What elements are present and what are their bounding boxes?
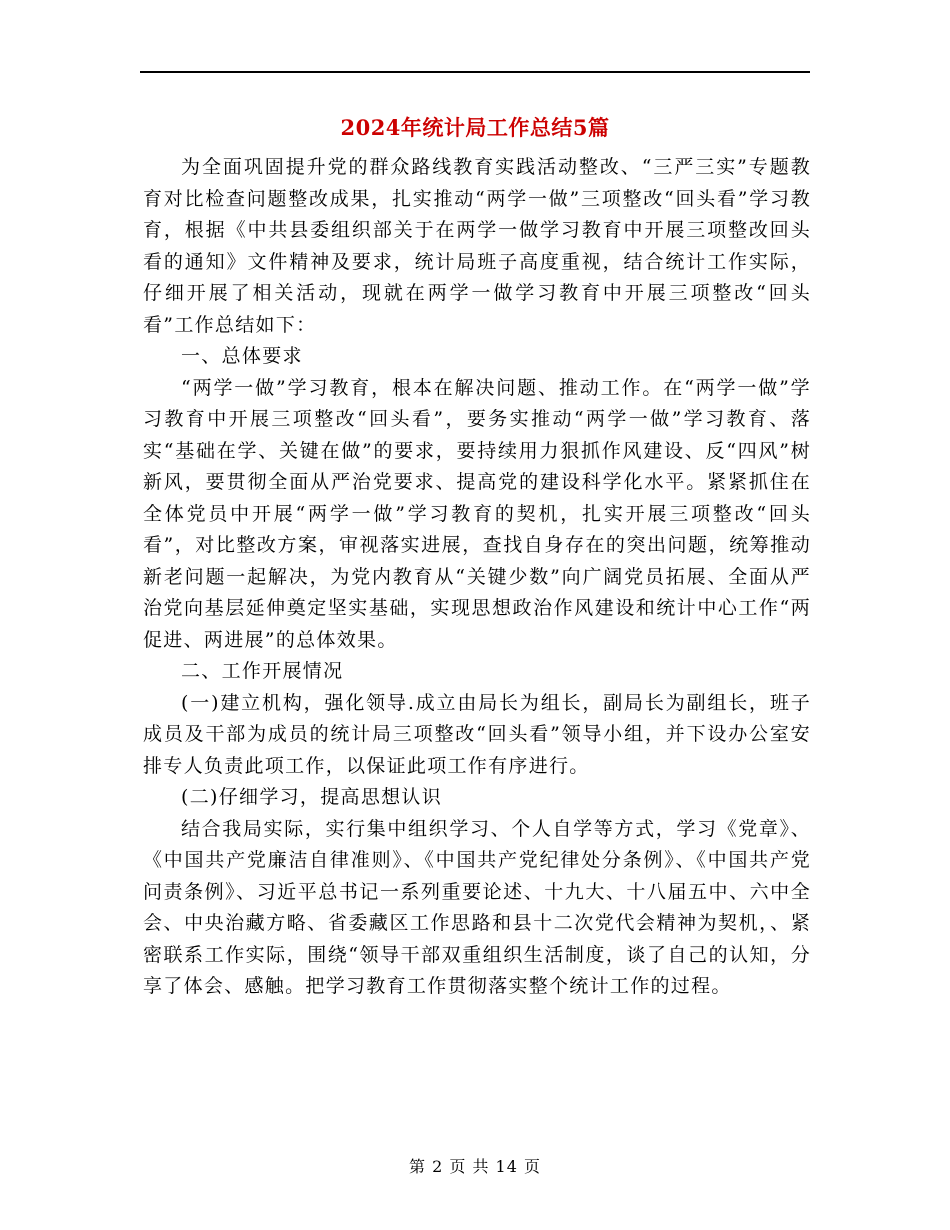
paragraph-study: 结合我局实际，实行集中组织学习、个人自学等方式，学习《党章》、《中国共产党廉洁自律准则》、《中国共产党纪律处分条例》、《中国共产党问责条例》、习近平总书记一系列重要论述、十九大、十八届五中、六中全会、中央治藏方略、省委藏区工作思路和县十二次党代会精神为契机，、紧密联系工作实际，围绕“领导干部双重组织生活制度，谈了自己的认知，分享了体会、感触。把学习教育工作贯彻落实整个统计工作的过程。 <box>143 817 811 997</box>
page-number-footer: 第 2 页 共 14 页 <box>409 1157 541 1176</box>
document-title: 2024年统计局工作总结5篇 <box>340 115 610 140</box>
paragraph-intro: 为全面巩固提升党的群众路线教育实践活动整改、“三严三实”专题教育对比检查问题整改成果，扎实推动“两学一做”三项整改“回头看”学习教育，根据《中共县委组织部关于在两学一做学习教育中开展三项整改回头看的通知》文件精神及要求，统计局班子高度重视，结合统计工作实际，仔细开展了相关活动，现就在两学一做学习教育中开展三项整改“回头看”工作总结如下： <box>143 156 811 336</box>
subsection-heading-study: (二)仔细学习，提高思想认识 <box>181 786 443 808</box>
section-heading-1: 一、总体要求 <box>181 345 303 367</box>
section-heading-2: 二、工作开展情况 <box>181 660 344 682</box>
paragraph-organization: (一)建立机构，强化领导.成立由局长为组长，副局长为副组长，班子成员及干部为成员的统计局三项整改“回头看”领导小组，并下设办公室安排专人负责此项工作，以保证此项工作有序进行。 <box>143 691 811 777</box>
paragraph-requirements: “两学一做”学习教育，根本在解决问题、推动工作。在“两学一做”学习教育中开展三项整改“回头看”，要务实推动“两学一做”学习教育、落实“基础在学、关键在做”的要求，要持续用力狠抓作风建设、反“四风”树新风，要贯彻全面从严治党要求、提高党的建设科学化水平。紧紧抓住在全体党员中开展“两学一做”学习教育的契机，扎实开展三项整改“回头看”，对比整改方案，审视落实进展，查找自身存在的突出问题，统筹推动新老问题一起解决，为党内教育从“关键少数”向广阔党员拓展、全面从严治党向基层延伸奠定坚实基础，实现思想政治作风建设和统计中心工作“两促进、两进展”的总体效果。 <box>143 376 811 651</box>
document-body <box>143 152 811 1003</box>
header-rule <box>140 71 810 73</box>
